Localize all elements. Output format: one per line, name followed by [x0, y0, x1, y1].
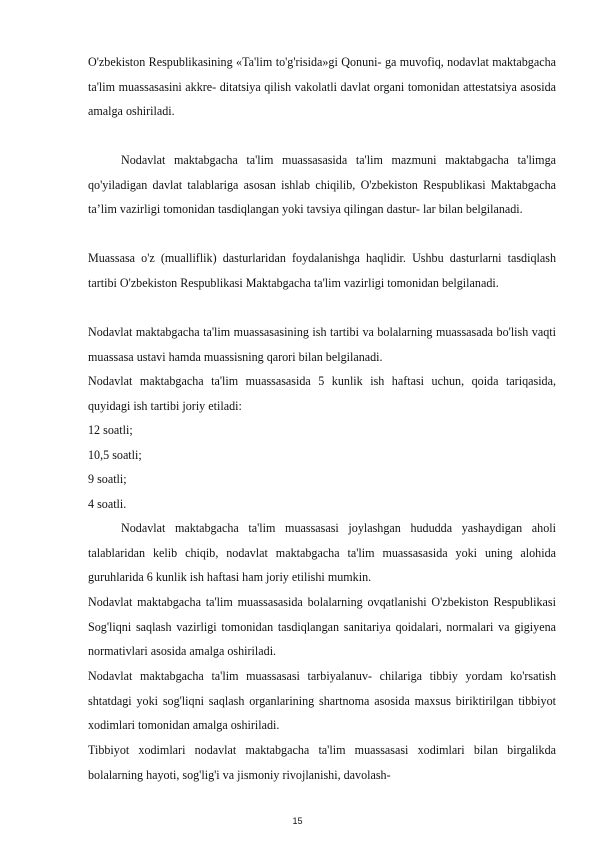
- page-number: 15: [292, 816, 303, 826]
- paragraph-medical-care: Nodavlat maktabgacha ta'lim muassasasi tarbiyalanuv- chilariga tibbiy yordam ko'rsatish shtatdagi yoki sog'liqni saqlash organlarining shartnoma asosida maxsus biriktirilgan tibbiyot xodimlari tomonidan amalga oshiriladi.: [88, 669, 556, 733]
- paragraph-five-day-week: Nodavlat maktabgacha ta'lim muassasasida 5 kunlik ish haftasi uchun, qoida tariqasida, quyidagi ish tartibi joriy etiladi:: [88, 374, 556, 413]
- list-item-4-hours: 4 soatli.: [88, 497, 127, 511]
- list-item-9-hours: 9 soatli;: [88, 472, 127, 486]
- paragraph-education-content: Nodavlat maktabgacha ta'lim muassasasida ta'lim mazmuni maktabgacha ta'limga qo'yiladigan davlat talablariga asosan ishlab chiqilib, O'zbekiston Respublikasi Maktabgacha ta’lim vazirligi tomonidan tasdiqlangan yoki tavsiya qilingan dastur- lar bilan belgilanadi.: [88, 153, 556, 217]
- paragraph-accreditation: O'zbekiston Respublikasining «Ta'lim to'g'risida»gi Qonuni- ga muvofiq, nodavlat maktabgacha ta'lim muassasasini akkre- ditatsiya qilish vakolatli davlat organi tomonidan attestatsiya asosida amalga oshiriladi.: [88, 55, 556, 119]
- paragraph-medical-staff: Tibbiyot xodimlari nodavlat maktabgacha ta'lim muassasasi xodimlari bilan birgalikda bolalarning hayoti, sog'lig'i va jismoniy rivojlanishi, davolash-: [88, 743, 556, 782]
- list-item-12-hours: 12 soatli;: [88, 423, 133, 437]
- paragraph-author-programs: Muassasa o'z (mualliflik) dasturlaridan foydalanishga haqlidir. Ushbu dasturlarni tasdiqlash tartibi O'zbekiston Respublikasi Maktabgacha ta'lim vazirligi tomonidan belgilanadi.: [88, 251, 556, 290]
- paragraph-work-schedule: Nodavlat maktabgacha ta'lim muassasasining ish tartibi va bolalarning muassasada bo'lish vaqti muassasa ustavi hamda muassisning qarori bilan belgilanadi.: [88, 325, 556, 364]
- paragraph-six-day-week: Nodavlat maktabgacha ta'lim muassasasi joylashgan hududda yashaydigan aholi talablaridan kelib chiqib, nodavlat maktabgacha ta'lim muassasasida yoki uning alohida guruhlarida 6 kunlik ish haftasi ham joriy etilishi mumkin.: [88, 521, 556, 585]
- list-item-10-5-hours: 10,5 soatli;: [88, 448, 142, 462]
- paragraph-nutrition: Nodavlat maktabgacha ta'lim muassasasida bolalarning ovqatlanishi O'zbekiston Respublikasi Sog'liqni saqlash vazirligi tomonidan tasdiqlangan sanitariya qoidalari, normalari va gigiyena normativlari asosida amalga oshiriladi.: [88, 595, 556, 659]
